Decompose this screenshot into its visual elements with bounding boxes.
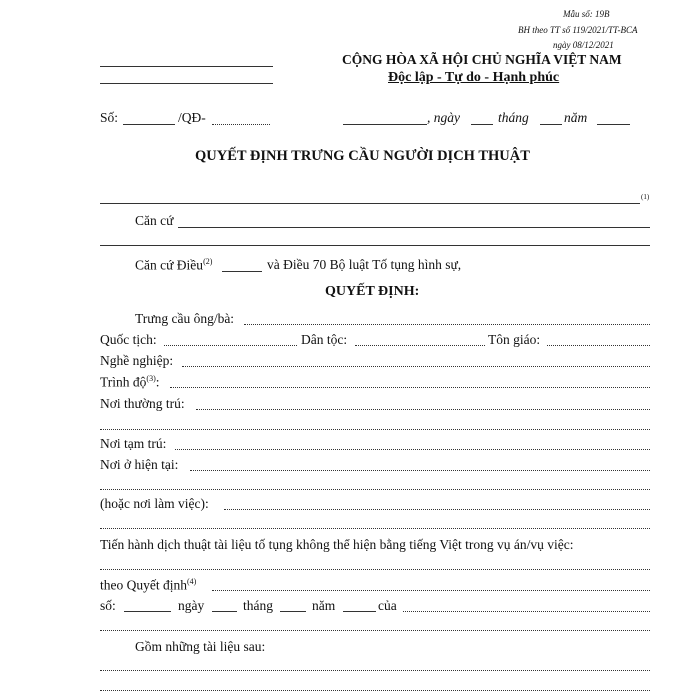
theo-qd-text: theo Quyết định (100, 577, 187, 593)
form-date: ngày 08/12/2021 (553, 40, 614, 50)
so-qd-field[interactable] (124, 611, 171, 612)
form-circular: BH theo TT số 119/2021/TT-BCA (518, 25, 638, 35)
decision-heading: QUYẾT ĐỊNH: (325, 284, 420, 299)
dieu-field[interactable] (222, 271, 262, 272)
quoc-tich-field[interactable] (164, 345, 297, 346)
agency-line-1[interactable] (100, 66, 273, 67)
dan-toc-label: Dân tộc: (301, 332, 348, 347)
noi-lam-viec-label: (hoặc nơi làm việc): (100, 496, 209, 511)
noi-thuong-tru-field-2[interactable] (100, 429, 650, 430)
trung-cau-field[interactable] (244, 324, 650, 325)
nam-label: năm (564, 110, 588, 125)
nam-qd-field[interactable] (343, 611, 376, 612)
so-label: Số: (100, 110, 119, 125)
ton-giao-label: Tôn giáo: (488, 332, 541, 347)
noi-o-hien-tai-field-2[interactable] (100, 489, 650, 490)
thang-field[interactable] (540, 124, 562, 125)
noi-thuong-tru-label: Nơi thường trú: (100, 396, 185, 411)
thang-label: tháng (498, 110, 529, 125)
can-cu-field-2[interactable] (100, 245, 650, 246)
trung-cau-label: Trưng cầu ông/bà: (135, 311, 235, 326)
noi-o-hien-tai-label: Nơi ở hiện tại: (100, 457, 179, 472)
ngay-label: , ngày (427, 110, 460, 125)
tien-hanh-label: Tiến hành dịch thuật tài liệu tố tụng không thể hiện bằng tiếng Việt trong vụ án/vụ việc: (100, 537, 574, 552)
ngay-qd-field[interactable] (212, 611, 237, 612)
ton-giao-field[interactable] (547, 345, 650, 346)
trinh-do-field[interactable] (170, 387, 650, 388)
noi-lam-viec-field[interactable] (224, 509, 650, 510)
noi-tam-tru-field[interactable] (175, 449, 650, 450)
nghe-nghiep-field[interactable] (182, 366, 650, 367)
cua-field-2[interactable] (100, 630, 650, 631)
noi-lam-viec-field-2[interactable] (100, 528, 650, 529)
trinh-do-text: Trình độ (100, 374, 147, 390)
can-cu-label: Căn cứ (135, 213, 174, 228)
nam-field[interactable] (597, 124, 630, 125)
qd-field[interactable] (212, 124, 270, 125)
basis-line-1[interactable] (100, 203, 640, 204)
document-list-line-2[interactable] (100, 690, 650, 691)
noi-tam-tru-label: Nơi tạm trú: (100, 436, 167, 451)
document-title: QUYẾT ĐỊNH TRƯNG CẦU NGƯỜI DỊCH THUẬT (195, 148, 530, 164)
document-list-line-1[interactable] (100, 670, 650, 671)
cua-field[interactable] (403, 611, 650, 612)
ngay-field[interactable] (471, 124, 493, 125)
footnote-4: (4) (187, 577, 197, 586)
can-cu-dieu-suffix: và Điều 70 Bộ luật Tố tụng hình sự, (267, 257, 462, 272)
footnote-3: (3) (146, 374, 156, 383)
cua-label: của (378, 598, 397, 613)
theo-qd-label (100, 577, 196, 594)
thang-qd-label: tháng (243, 598, 273, 613)
can-cu-field[interactable] (178, 227, 650, 228)
can-cu-dieu-prefix: Căn cứ Điều (135, 257, 204, 273)
trinh-do-colon: : (155, 374, 160, 390)
quoc-tich-label: Quốc tịch: (100, 332, 157, 347)
so-qd-label: số: (100, 598, 116, 613)
nam-qd-label: năm (312, 598, 336, 613)
nghe-nghiep-label: Nghề nghiệp: (100, 353, 174, 368)
noi-thuong-tru-field[interactable] (196, 409, 650, 410)
place-field[interactable] (343, 124, 427, 125)
so-field[interactable] (123, 124, 175, 125)
gom-label: Gồm những tài liệu sau: (135, 639, 266, 654)
form-number: Mẫu số: 19B (563, 9, 610, 19)
noi-o-hien-tai-field[interactable] (190, 470, 650, 471)
footnote-1: (1) (641, 193, 650, 201)
nation-name: CỘNG HÒA XÃ HỘI CHỦ NGHĨA VIỆT NAM (342, 52, 622, 67)
footnote-2: (2) (203, 257, 213, 266)
agency-line-2[interactable] (100, 83, 273, 84)
trinh-do-label (100, 374, 160, 391)
can-cu-dieu (135, 257, 212, 274)
thang-qd-field[interactable] (280, 611, 306, 612)
dan-toc-field[interactable] (355, 345, 485, 346)
theo-qd-field[interactable] (212, 590, 650, 591)
qd-label: /QĐ- (178, 110, 206, 125)
ngay-qd-label: ngày (178, 598, 205, 613)
motto: Độc lập - Tự do - Hạnh phúc (388, 70, 560, 85)
tien-hanh-field[interactable] (100, 569, 650, 570)
